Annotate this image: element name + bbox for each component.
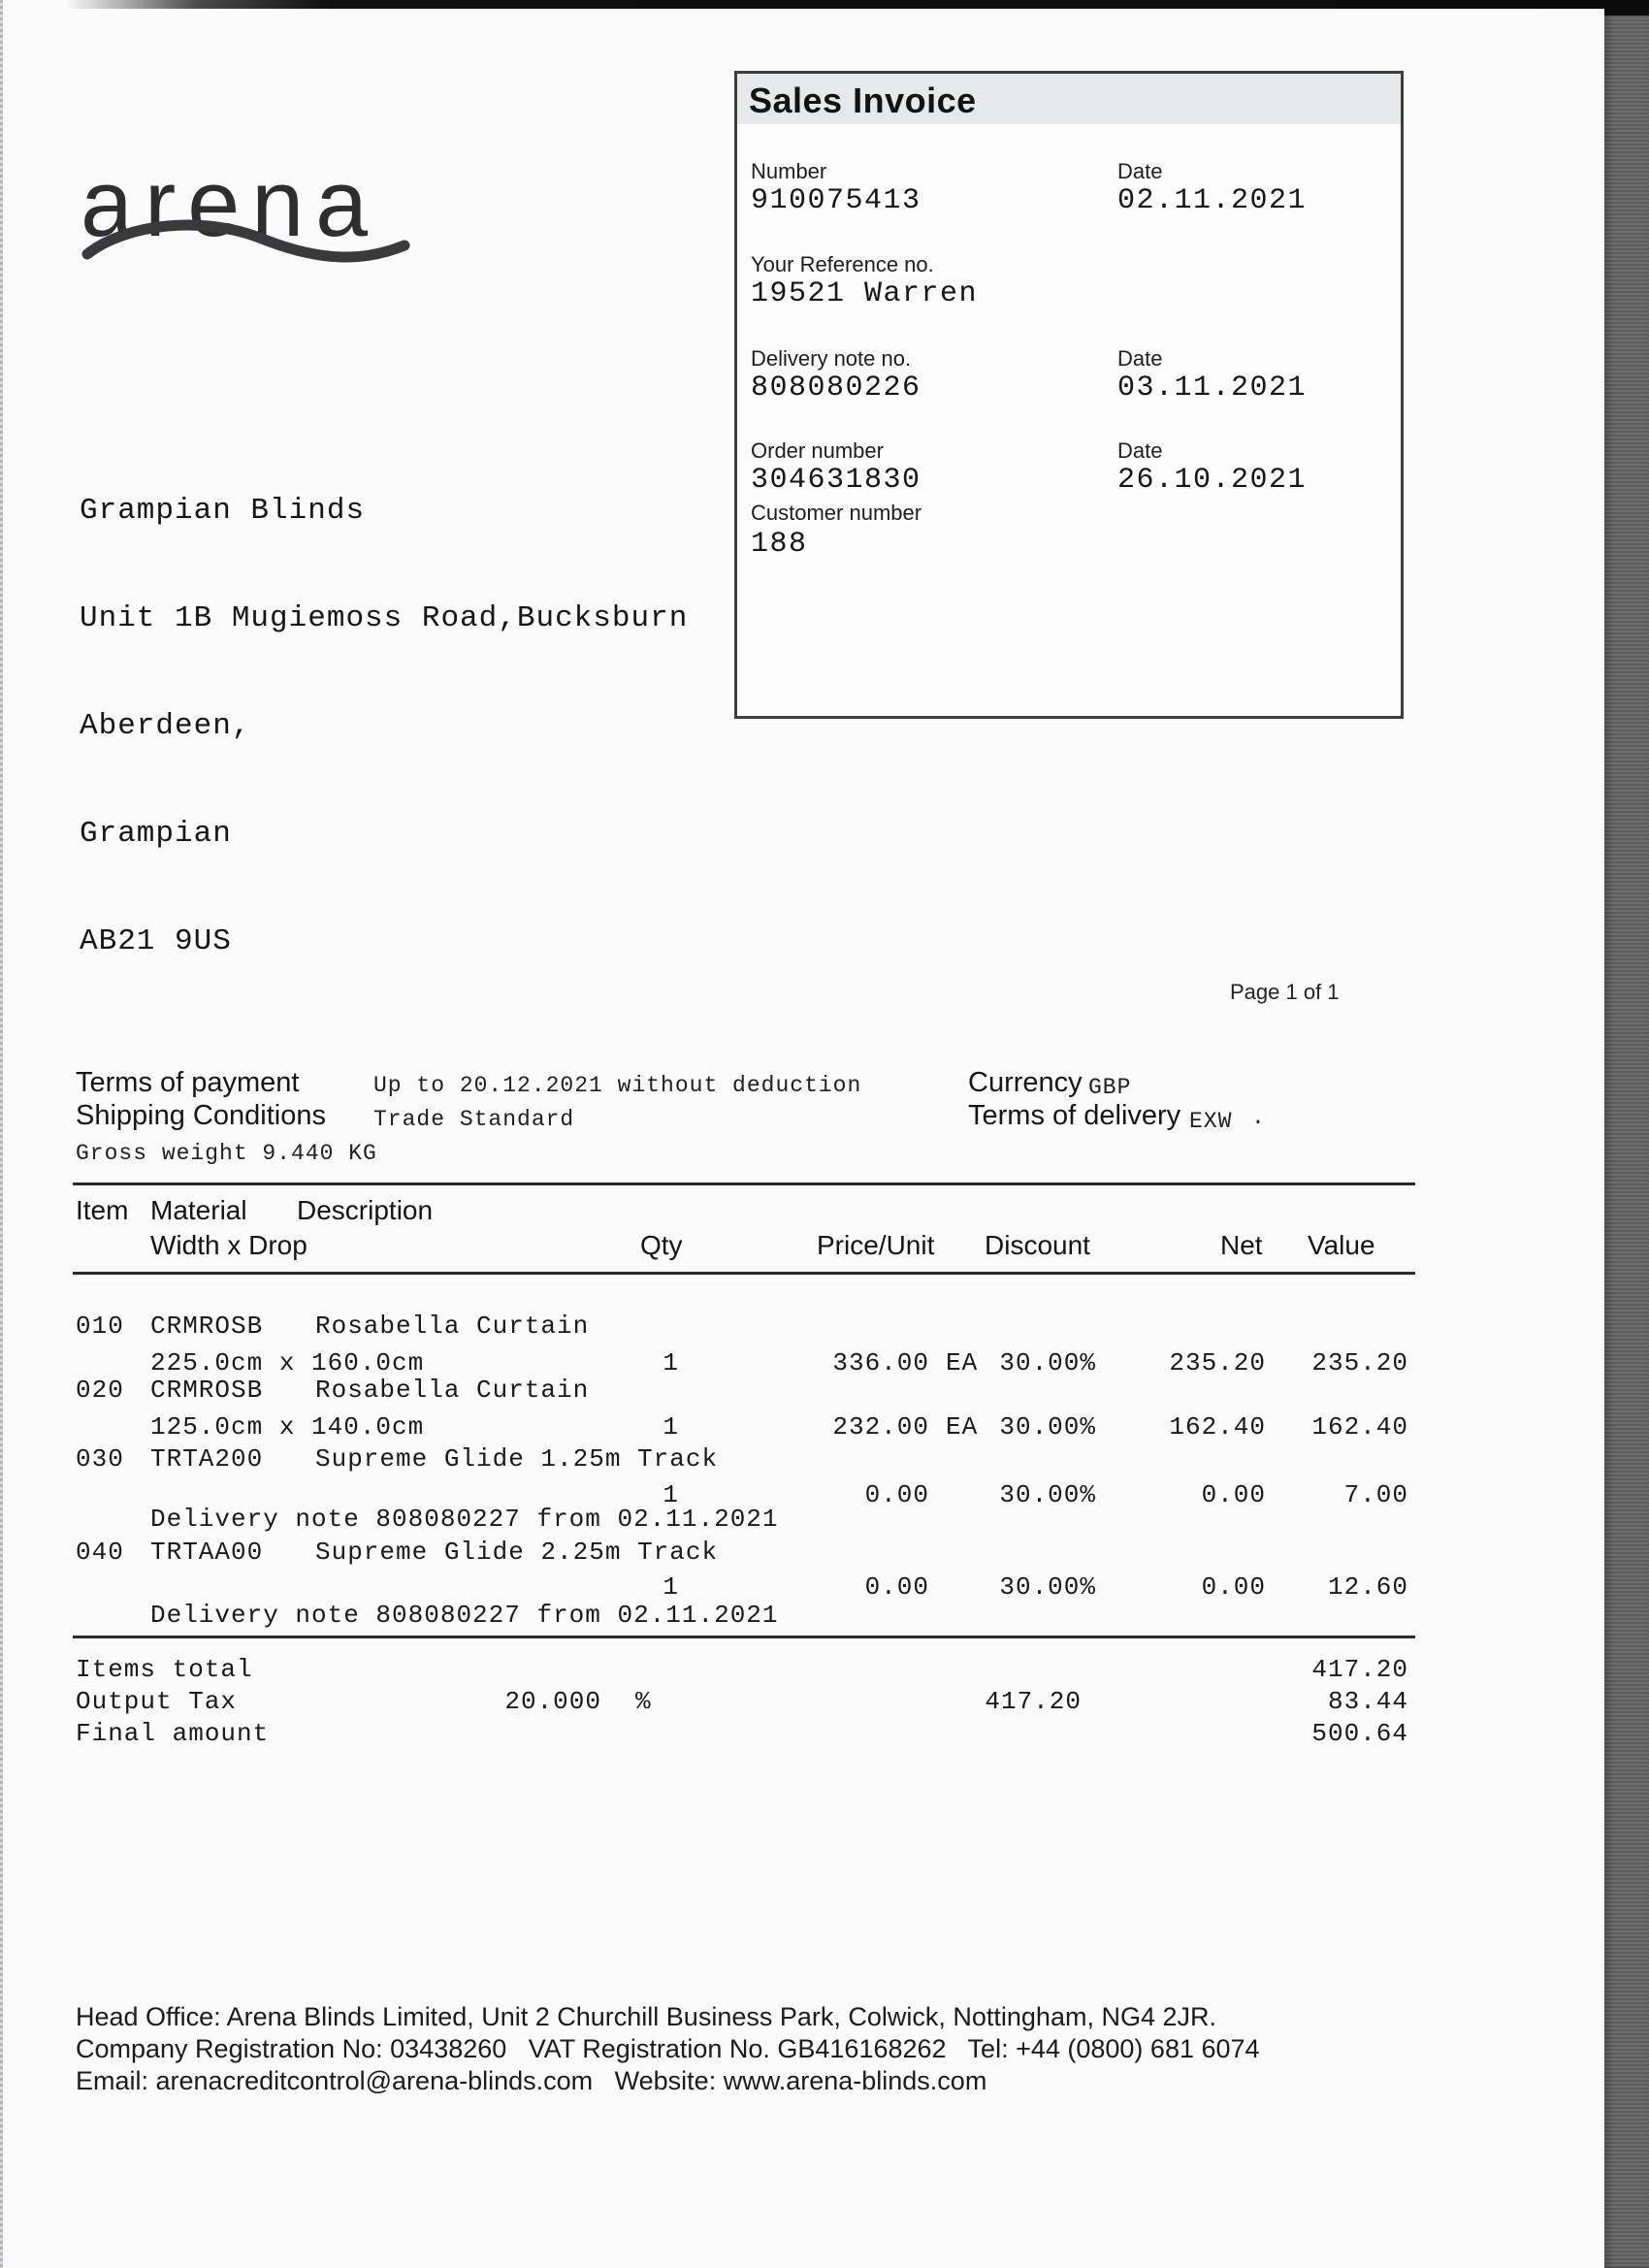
output-tax-label: Output Tax	[76, 1687, 238, 1716]
item-discount: 30.00%	[999, 1412, 1096, 1442]
invoice-title-bar	[737, 74, 1401, 124]
recipient-line: Aberdeen,	[80, 709, 251, 743]
your-reference-value: 19521 Warren	[751, 277, 979, 310]
your-reference-label: Your Reference no.	[751, 252, 934, 276]
item-description: Rosabella Curtain	[315, 1376, 590, 1405]
item-price: 0.00	[864, 1572, 929, 1602]
customer-number-label: Customer number	[751, 501, 922, 525]
table-rule-bottom	[73, 1636, 1415, 1638]
item-material: TRTA200	[150, 1444, 264, 1474]
item-value: 12.60	[1327, 1572, 1408, 1602]
shipping-conditions-label: Shipping Conditions	[76, 1100, 326, 1131]
output-tax-amount: 83.44	[1327, 1687, 1408, 1716]
logo-swoosh-icon	[78, 215, 412, 270]
date-issued-label: Date	[1117, 159, 1163, 183]
order-number-label: Order number	[751, 438, 884, 463]
customer-number-value: 188	[751, 528, 808, 561]
item-number: 010	[76, 1312, 124, 1341]
item-net: 235.20	[1169, 1348, 1266, 1377]
delivery-date-label: Date	[1117, 346, 1163, 371]
col-item: Item	[76, 1195, 129, 1225]
terms-of-payment-label: Terms of payment	[76, 1067, 300, 1098]
terms-of-delivery-label: Terms of delivery	[968, 1100, 1181, 1131]
item-net: 0.00	[1201, 1480, 1266, 1509]
table-rule-top	[73, 1183, 1415, 1185]
col-net: Net	[1220, 1230, 1263, 1260]
recipient-line: Grampian	[80, 817, 232, 851]
col-value: Value	[1308, 1230, 1375, 1260]
item-net: 0.00	[1201, 1572, 1266, 1602]
item-qty: 1	[663, 1572, 679, 1602]
delivery-date-value: 03.11.2021	[1117, 372, 1308, 405]
currency-value: GBP	[1088, 1075, 1132, 1100]
item-value: 7.00	[1343, 1480, 1408, 1509]
scan-top-edge	[0, 0, 1649, 9]
item-discount: 30.00%	[999, 1348, 1096, 1377]
item-price: 336.00	[832, 1348, 929, 1377]
shipping-conditions-value: Trade Standard	[373, 1107, 575, 1132]
order-date-label: Date	[1117, 438, 1163, 463]
recipient-line: AB21 9US	[80, 924, 232, 958]
item-qty: 1	[663, 1480, 679, 1509]
order-number-value: 304631830	[751, 464, 922, 497]
currency-label: Currency	[968, 1067, 1083, 1098]
item-delivery-note: Delivery note 808080227 from 02.11.2021	[150, 1505, 779, 1534]
item-net: 162.40	[1169, 1412, 1266, 1442]
scan-right-band-top	[1604, 0, 1649, 16]
page-indicator: Page 1 of 1	[1230, 980, 1340, 1004]
item-unit: EA	[946, 1412, 979, 1442]
order-date-value: 26.10.2021	[1117, 464, 1308, 497]
recipient-address	[80, 421, 688, 1031]
item-price: 232.00	[832, 1412, 929, 1442]
col-material: Material	[150, 1195, 247, 1225]
item-unit: EA	[946, 1348, 979, 1377]
item-price: 0.00	[864, 1480, 929, 1509]
item-number: 030	[76, 1444, 124, 1474]
scan-right-band	[1604, 0, 1649, 2268]
item-description: Supreme Glide 2.25m Track	[315, 1538, 719, 1567]
item-value: 235.20	[1311, 1348, 1408, 1377]
items-total-label: Items total	[76, 1655, 253, 1684]
item-qty: 1	[663, 1412, 679, 1442]
item-qty: 1	[663, 1348, 679, 1377]
output-tax-rate: 20.000	[504, 1687, 601, 1716]
terms-of-delivery-suffix: .	[1251, 1105, 1266, 1130]
final-amount-label: Final amount	[76, 1719, 270, 1748]
item-description: Rosabella Curtain	[315, 1312, 590, 1341]
col-width-drop: Width x Drop	[150, 1230, 307, 1260]
item-material: CRMROSB	[150, 1312, 264, 1341]
item-delivery-note: Delivery note 808080227 from 02.11.2021	[150, 1601, 779, 1630]
recipient-line: Unit 1B Mugiemoss Road,Bucksburn	[80, 601, 689, 635]
delivery-note-value: 808080226	[751, 372, 922, 405]
terms-of-payment-value: Up to 20.12.2021 without deduction	[373, 1073, 862, 1098]
scan-left-edge	[0, 0, 3, 2268]
date-issued-value: 02.11.2021	[1117, 184, 1308, 217]
output-tax-base: 417.20	[985, 1687, 1082, 1716]
item-value: 162.40	[1311, 1412, 1408, 1442]
col-description: Description	[297, 1195, 434, 1225]
item-material: TRTAA00	[150, 1538, 264, 1567]
footer-line-1: Head Office: Arena Blinds Limited, Unit 2 Churchill Business Park, Colwick, Nottingham, NG4 2JR.	[76, 2002, 1216, 2031]
item-size: 225.0cm x 160.0cm	[150, 1348, 425, 1377]
gross-weight: Gross weight 9.440 KG	[76, 1141, 377, 1166]
final-amount-value: 500.64	[1311, 1719, 1408, 1748]
logo-text: arena	[81, 150, 380, 256]
item-material: CRMROSB	[150, 1376, 264, 1405]
invoice-box	[734, 71, 1404, 719]
table-rule-header	[73, 1272, 1415, 1275]
col-discount: Discount	[985, 1230, 1090, 1260]
number-label: Number	[751, 159, 827, 183]
col-qty: Qty	[640, 1230, 683, 1260]
item-description: Supreme Glide 1.25m Track	[315, 1444, 719, 1474]
item-number: 020	[76, 1376, 124, 1405]
recipient-line: Grampian Blinds	[80, 494, 366, 528]
logo	[81, 114, 379, 310]
item-discount: 30.00%	[999, 1572, 1096, 1602]
number-value: 910075413	[751, 184, 922, 217]
item-size: 125.0cm x 140.0cm	[150, 1412, 425, 1442]
col-price-unit: Price/Unit	[817, 1230, 935, 1260]
items-total-value: 417.20	[1311, 1655, 1408, 1684]
delivery-note-label: Delivery note no.	[751, 346, 912, 371]
footer-line-3: Email: arenacreditcontrol@arena-blinds.com Website: www.arena-blinds.com	[76, 2066, 987, 2095]
invoice-title: Sales Invoice	[749, 81, 977, 120]
item-discount: 30.00%	[999, 1480, 1096, 1509]
output-tax-percent: %	[635, 1687, 652, 1716]
terms-of-delivery-value: EXW	[1189, 1109, 1233, 1134]
footer-line-2: Company Registration No: 03438260 VAT Registration No. GB416168262 Tel: +44 (0800) 681 6074	[76, 2034, 1260, 2063]
item-number: 040	[76, 1538, 124, 1567]
